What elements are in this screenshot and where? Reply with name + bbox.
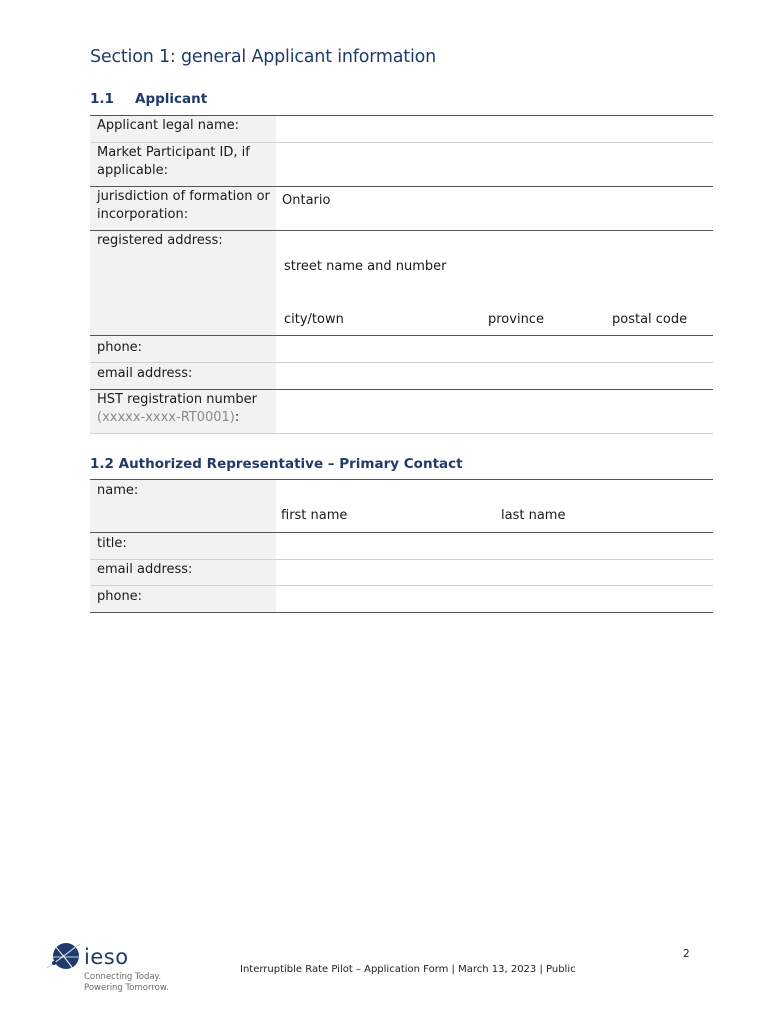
applicant-heading: [90, 91, 207, 107]
registered-address-label: registered address:: [97, 233, 223, 248]
rep-phone-field[interactable]: [278, 586, 712, 612]
jurisdiction-field[interactable]: Ontario: [282, 193, 331, 208]
phone-label: phone:: [97, 340, 143, 355]
rep-title-label: title:: [97, 536, 127, 551]
market-participant-id-label: Market Participant ID, if applicable:: [97, 145, 250, 178]
applicant-heading-number: 1.1: [90, 91, 114, 107]
postal-code-field-label: postal code: [612, 312, 688, 327]
representative-table-bottom-rule: [90, 612, 713, 613]
applicant-heading-text: Applicant: [135, 91, 208, 107]
street-field[interactable]: [278, 238, 712, 278]
row-divider: [90, 186, 713, 187]
rep-name-label: name:: [97, 483, 139, 498]
rep-name-fields[interactable]: [278, 481, 712, 506]
representative-heading: 1.2 Authorized Representative – Primary Contact: [90, 456, 463, 472]
page-number: 2: [683, 948, 690, 960]
ieso-globe-icon: [44, 937, 84, 977]
ieso-tagline: Connecting Today. Powering Tomorrow.: [84, 972, 169, 993]
city-field-label: city/town: [284, 312, 344, 327]
street-field-label: street name and number: [284, 259, 447, 274]
ieso-logo-wordmark: ieso: [84, 945, 129, 969]
province-field-label: province: [488, 312, 544, 327]
legal-name-label: Applicant legal name:: [97, 118, 240, 133]
rep-phone-label: phone:: [97, 589, 143, 604]
email-label: email address:: [97, 366, 193, 381]
hst-registration-label: HST registration number (xxxxx-xxxx-RT0001):: [97, 392, 257, 425]
first-name-field-label: first name: [281, 508, 348, 523]
phone-field[interactable]: [278, 336, 712, 362]
email-field[interactable]: [278, 363, 712, 389]
hst-format-hint: (xxxxx-xxxx-RT0001): [97, 409, 235, 425]
row-divider: [90, 230, 713, 231]
rep-email-label: email address:: [97, 562, 193, 577]
jurisdiction-label: jurisdiction of formation or incorporation:: [97, 189, 270, 222]
legal-name-field[interactable]: [278, 116, 712, 142]
representative-table-top-rule: [90, 479, 713, 480]
hst-registration-field[interactable]: [278, 390, 712, 433]
city-province-postal-fields[interactable]: [278, 282, 712, 310]
rep-title-field[interactable]: [278, 533, 712, 559]
footer-document-info: Interruptible Rate Pilot – Application Form | March 13, 2023 | Public: [240, 964, 576, 975]
last-name-field-label: last name: [501, 508, 566, 523]
rep-email-field[interactable]: [278, 560, 712, 585]
section-title: Section 1: general Applicant information: [90, 47, 437, 67]
market-participant-id-field[interactable]: [278, 143, 712, 186]
applicant-table-bottom-rule: [90, 433, 713, 434]
